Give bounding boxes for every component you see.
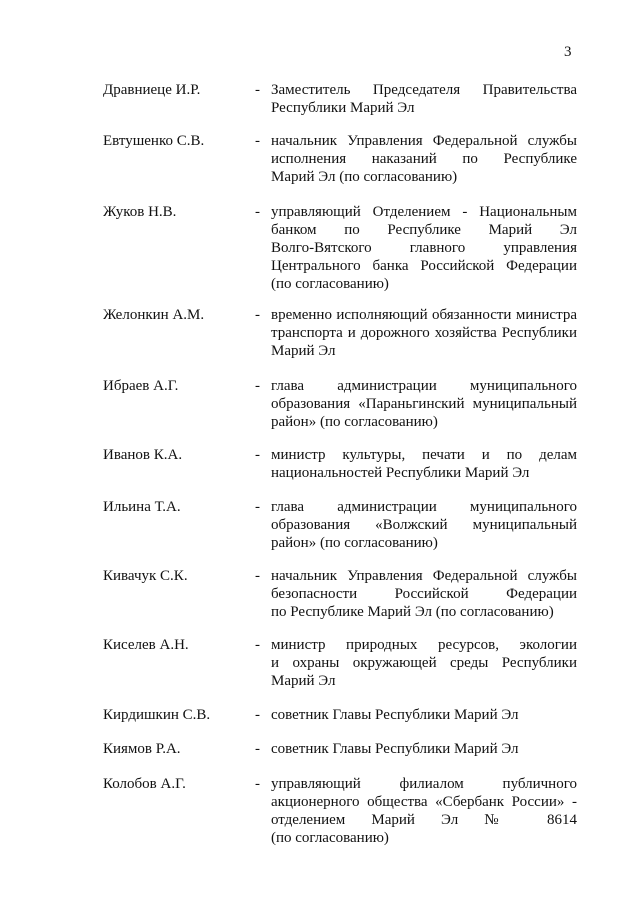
member-name: Желонкин А.М. <box>103 307 205 323</box>
separator-dash: - <box>255 741 260 757</box>
member-position <box>271 132 577 186</box>
position-line: образования «Волжский муниципальный <box>271 517 577 533</box>
position-line: министр культуры, печати и по делам <box>271 447 577 463</box>
position-line: безопасности Российской Федерации <box>271 586 577 602</box>
member-name: Кирдишкин С.В. <box>103 707 211 723</box>
position-line: начальник Управления Федеральной службы <box>271 568 577 584</box>
position-line: временно исполняющий обязанности министра <box>271 307 577 323</box>
separator-dash: - <box>255 204 260 220</box>
position-line: глава администрации муниципального <box>271 499 577 515</box>
position-line: Марий Эл <box>271 673 336 689</box>
member-name: Дравниеце И.Р. <box>103 82 201 98</box>
position-line: министр природных ресурсов, экологии <box>271 637 577 653</box>
position-line: управляющий Отделением - Национальным <box>271 204 577 220</box>
member-name: Ибраев А.Г. <box>103 378 179 394</box>
page-number: 3 <box>564 44 572 60</box>
position-line: советник Главы Республики Марий Эл <box>271 741 519 757</box>
position-line: Заместитель Председателя Правительства <box>271 82 577 98</box>
position-line: глава администрации муниципального <box>271 378 577 394</box>
member-position <box>271 636 577 690</box>
position-line: и охраны окружающей среды Республики <box>271 655 577 671</box>
position-line: Республики Марий Эл <box>271 100 415 116</box>
member-position <box>271 203 577 293</box>
separator-dash: - <box>255 82 260 98</box>
position-line: (по согласованию) <box>271 830 389 846</box>
position-line: район» (по согласованию) <box>271 535 438 551</box>
position-line: транспорта и дорожного хозяйства Республики <box>271 325 577 341</box>
member-position <box>271 740 577 758</box>
member-name: Евтушенко С.В. <box>103 133 205 149</box>
position-line: по Республике Марий Эл (по согласованию) <box>271 604 554 620</box>
position-line: национальностей Республики Марий Эл <box>271 465 530 481</box>
separator-dash: - <box>255 378 260 394</box>
position-line: Волго-Вятского главного управления <box>271 240 577 256</box>
member-position <box>271 498 577 552</box>
member-position <box>271 775 577 847</box>
member-name: Киселев А.Н. <box>103 637 189 653</box>
separator-dash: - <box>255 133 260 149</box>
position-line: исполнения наказаний по Республике <box>271 151 577 167</box>
member-name: Киямов Р.А. <box>103 741 181 757</box>
position-line: начальник Управления Федеральной службы <box>271 133 577 149</box>
member-name: Жуков Н.В. <box>103 204 177 220</box>
separator-dash: - <box>255 447 260 463</box>
position-line: Центрального банка Российской Федерации <box>271 258 577 274</box>
member-name: Ильина Т.А. <box>103 499 181 515</box>
member-name: Иванов К.А. <box>103 447 183 463</box>
position-line: советник Главы Республики Марий Эл <box>271 707 519 723</box>
member-position <box>271 706 577 724</box>
separator-dash: - <box>255 707 260 723</box>
position-line: акционерного общества «Сбербанк России» - <box>271 794 577 810</box>
position-line: управляющий филиалом публичного <box>271 776 577 792</box>
member-name: Колобов А.Г. <box>103 776 186 792</box>
position-line: Марий Эл (по согласованию) <box>271 169 458 185</box>
position-line: (по согласованию) <box>271 276 389 292</box>
position-line: образования «Параньгинский муниципальный <box>271 396 577 412</box>
member-position <box>271 81 577 117</box>
position-line: отделением Марий Эл № 8614 <box>271 812 577 828</box>
position-line: район» (по согласованию) <box>271 414 438 430</box>
member-position <box>271 377 577 431</box>
member-position <box>271 306 577 360</box>
member-position <box>271 446 577 482</box>
separator-dash: - <box>255 307 260 323</box>
separator-dash: - <box>255 568 260 584</box>
member-position <box>271 567 577 621</box>
position-line: банком по Республике Марий Эл <box>271 222 577 238</box>
separator-dash: - <box>255 637 260 653</box>
member-name: Кивачук С.К. <box>103 568 188 584</box>
separator-dash: - <box>255 499 260 515</box>
separator-dash: - <box>255 776 260 792</box>
position-line: Марий Эл <box>271 343 336 359</box>
